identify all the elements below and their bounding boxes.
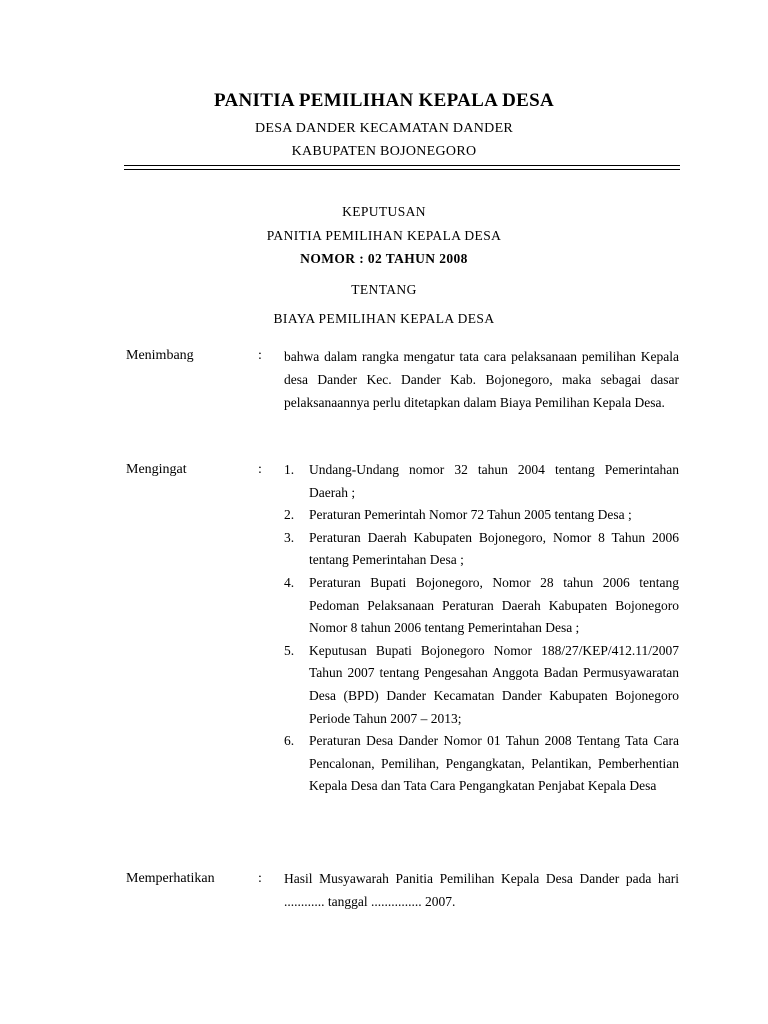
list-item xyxy=(284,572,679,640)
menimbang-label: Menimbang xyxy=(126,348,194,363)
list-item-number: 6. xyxy=(284,733,295,749)
mengingat-list xyxy=(284,459,679,798)
header-village: DESA DANDER KECAMATAN DANDER xyxy=(254,121,514,136)
header-rule-bottom xyxy=(124,169,680,170)
list-item-text: Undang-Undang nomor 32 tahun 2004 tentang Pemerintahan Daerah ; xyxy=(309,462,679,500)
decision-heading: KEPUTUSAN xyxy=(342,204,426,219)
memperhatikan-text: Hasil Musyawarah Panitia Pemilihan Kepala Desa Dander pada hari ............ tanggal ............... 2007. xyxy=(284,871,679,909)
list-item xyxy=(284,640,679,730)
mengingat-colon: : xyxy=(258,462,262,477)
list-item xyxy=(284,527,679,572)
mengingat-label: Mengingat xyxy=(126,462,187,477)
header-rule-top xyxy=(124,165,680,166)
list-item-number: 1. xyxy=(284,462,295,477)
list-item-number: 3. xyxy=(284,529,295,545)
list-item xyxy=(284,459,679,504)
decision-org: PANITIA PEMILIHAN KEPALA DESA xyxy=(266,228,502,243)
list-item-text: Peraturan Desa Dander Nomor 01 Tahun 2008 Tentang Tata Cara Pencalonan, Pemilihan, Pengangkatan, Pelantikan, Pemberhentian Kepala Desa dan Tata Cara Pengangkatan Penjabat Kepala Desa xyxy=(309,733,679,794)
memperhatikan-label: Memperhatikan xyxy=(126,871,215,886)
menimbang-colon: : xyxy=(258,348,262,363)
list-item xyxy=(284,504,679,527)
list-item-number: 2. xyxy=(284,507,295,523)
list-item-number: 5. xyxy=(284,642,295,658)
list-item-text: Peraturan Bupati Bojonegoro, Nomor 28 tahun 2006 tentang Pedoman Pelaksanaan Peraturan Daerah Kabupaten Bojonegoro Nomor 8 tahun 2006 tentang Pemerintahan Desa ; xyxy=(309,574,679,636)
list-item-text: Peraturan Daerah Kabupaten Bojonegoro, Nomor 8 Tahun 2006 tentang Pemerintahan Desa ; xyxy=(309,529,679,568)
list-item-text: Keputusan Bupati Bojonegoro Nomor 188/27/KEP/412.11/2007 Tahun 2007 tentang Pengesahan Anggota Badan Permusyawaratan Desa (BPD) Dander Kecamatan Dander Kabupaten Bojonegoro Periode Tahun 2007 – 2013; xyxy=(309,642,679,726)
list-item xyxy=(284,730,679,798)
decision-subject: BIAYA PEMILIHAN KEPALA DESA xyxy=(273,311,495,326)
menimbang-text: bahwa dalam rangka mengatur tata cara pelaksanaan pemilihan Kepala desa Dander Kec. Dander Kab. Bojonegoro, maka sebagai dasar pelaksanaannya perlu ditetapkan dalam Biaya Pemilihan Kepala Desa. xyxy=(284,349,679,410)
decision-about: TENTANG xyxy=(351,282,417,297)
memperhatikan-colon: : xyxy=(258,871,262,886)
list-item-number: 4. xyxy=(284,574,295,590)
header-regency: KABUPATEN BOJONEGORO xyxy=(291,144,477,159)
header-title: PANITIA PEMILIHAN KEPALA DESA xyxy=(213,90,554,111)
decision-number: NOMOR : 02 TAHUN 2008 xyxy=(300,251,468,266)
list-item-text: Peraturan Pemerintah Nomor 72 Tahun 2005 tentang Desa ; xyxy=(309,507,632,523)
